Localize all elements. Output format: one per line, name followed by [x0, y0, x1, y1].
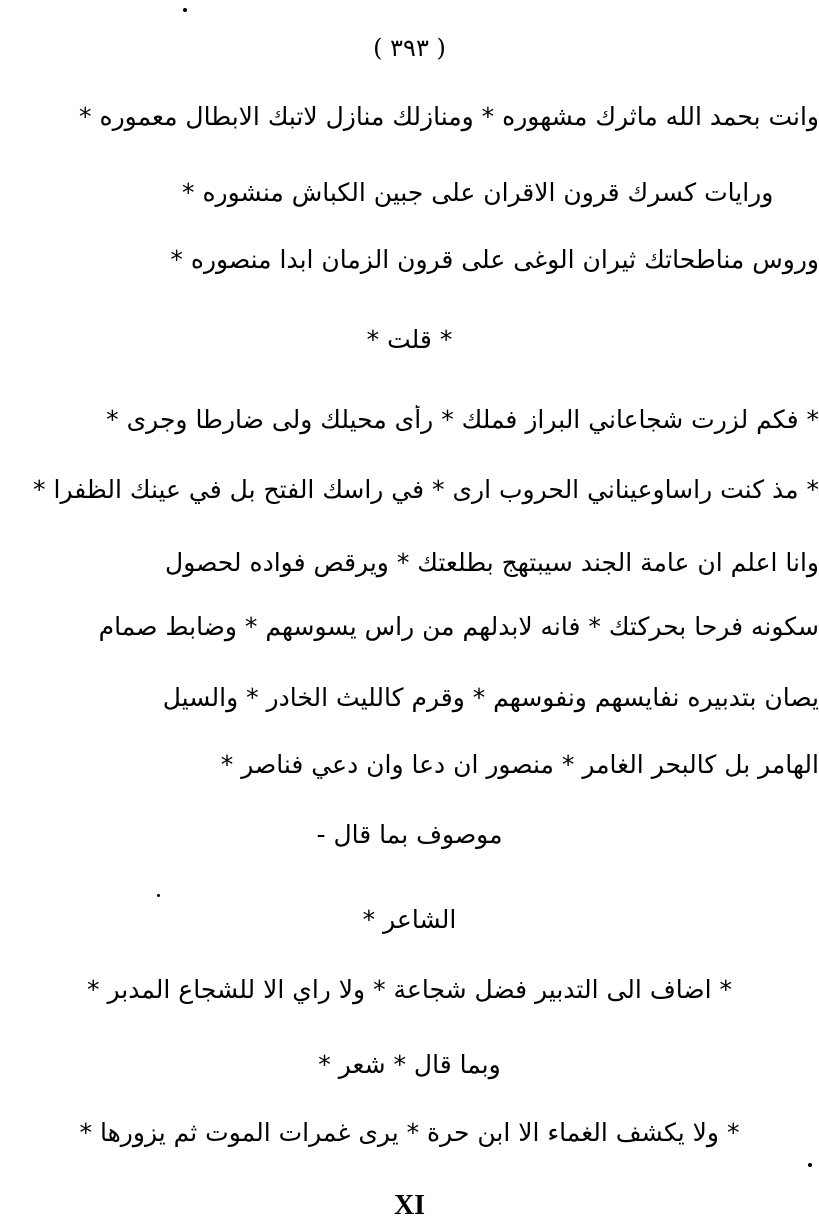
sheet-signature-mark: XI [393, 1190, 426, 1221]
verse-line-3: * اضاف الى التدبير فضل شجاعة * ولا راي الا للشجاع المدبر * [87, 975, 732, 1004]
text-line-11: موصوف بما قال - [316, 820, 503, 849]
verse-line-4: * ولا يكشف الغماء الا ابن حرة * يرى غمرات الموت ثم يزورها * [79, 1118, 740, 1147]
text-line-2: ورايات كسرك قرون الاقران على جبين الكباش منشوره * [182, 178, 774, 207]
scan-speck [183, 8, 187, 12]
text-line-10: الهامر بل كالبحر الغامر * منصور ان دعا وان دعي فناصر * [220, 750, 819, 779]
text-line-9: يصان بتدبيره نفايسهم ونفوسهم * وقرم كالليث الخادر * والسيل [162, 683, 819, 712]
text-line-3: وروس مناطحاتك ثيران الوغى على قرون الزمان ابدا منصوره * [170, 245, 819, 274]
verse-line-2: * مذ كنت راساوعيناني الحروب ارى * في راسك الفتح بل في عينك الظفرا * [33, 475, 819, 504]
scan-speck [808, 1163, 812, 1167]
section-heading-qult: * قلت * [366, 325, 453, 354]
page-number: ( ٣٩٣ ) [373, 34, 446, 62]
heading-poet: الشاعر * [362, 905, 457, 934]
text-line-14: وبما قال * شعر * [318, 1050, 501, 1079]
scan-speck [157, 894, 160, 897]
verse-line-1: * فكم لزرت شجاعاني البراز فملك * رأى محيلك ولى ضارطا وجرى * [106, 405, 819, 434]
text-line-7: وانا اعلم ان عامة الجند سيبتهج بطلعتك * ويرقص فواده لحصول [165, 548, 819, 577]
text-line-8: سكونه فرحا بحركتك * فانه لابدلهم من راس يسوسهم * وضابط صمام [98, 612, 819, 641]
text-line-1: وانت بحمد الله ماثرك مشهوره * ومنازلك منازل لاتبك الابطال معموره * [79, 102, 819, 131]
